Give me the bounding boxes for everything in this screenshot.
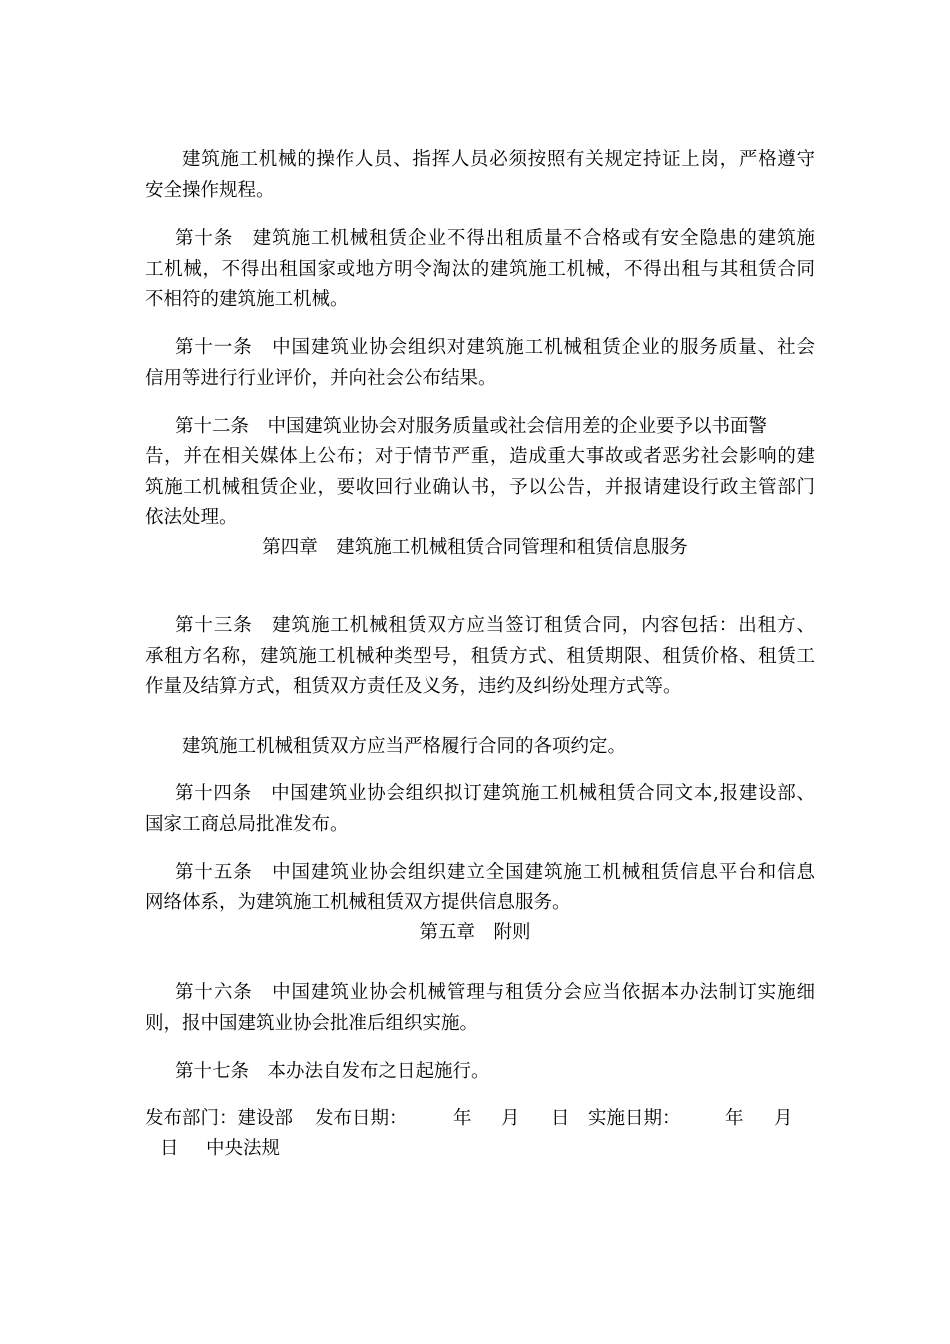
article-10-line: 不相符的建筑施工机械。	[145, 289, 349, 310]
law-category: 中央法规	[206, 1138, 281, 1159]
paragraph-line: 建筑施工机械的操作人员、指挥人员必须按照有关规定持证上岗，严格遵守	[182, 149, 815, 170]
effective-day: 日	[160, 1138, 179, 1159]
article-15-line: 第十五条 中国建筑业协会组织建立全国建筑施工机械租赁信息平台和信息	[175, 862, 815, 883]
article-12-line: 第十二条 中国建筑业协会对服务质量或社会信用差的企业要予以书面警	[175, 416, 768, 437]
article-14-line: 第十四条 中国建筑业协会组织拟订建筑施工机械租赁合同文本,报建设部、	[175, 783, 815, 804]
article-12-line: 告，并在相关媒体上公布；对于情节严重，造成重大事故或者恶劣社会影响的建	[145, 446, 815, 467]
publish-month: 月	[501, 1108, 520, 1129]
effective-month: 月	[774, 1108, 793, 1129]
article-17-line: 第十七条 本办法自发布之日起施行。	[175, 1061, 490, 1082]
effective-date-label: 实施日期：	[588, 1108, 681, 1129]
article-16-line: 则，报中国建筑业协会批准后组织实施。	[145, 1013, 479, 1034]
article-13-line: 第十三条 建筑施工机械租赁双方应当签订租赁合同，内容包括：出租方、	[175, 615, 815, 636]
article-14-line: 国家工商总局批准发布。	[145, 814, 349, 835]
publish-year: 年	[453, 1108, 472, 1129]
paragraph-line: 安全操作规程。	[145, 180, 275, 201]
publish-date-label: 发布日期：	[315, 1108, 408, 1129]
article-15-line: 网络体系，为建筑施工机械租赁双方提供信息服务。	[145, 892, 571, 913]
article-10-line: 第十条 建筑施工机械租赁企业不得出租质量不合格或有安全隐患的建筑施	[175, 228, 815, 249]
article-16-line: 第十六条 中国建筑业协会机械管理与租赁分会应当依据本办法制订实施细	[175, 982, 815, 1003]
effective-year: 年	[725, 1108, 744, 1129]
article-13-line: 作量及结算方式，租赁双方责任及义务，违约及纠纷处理方式等。	[145, 676, 682, 697]
article-12-line: 筑施工机械租赁企业，要收回行业确认书，予以公告，并报请建设行政主管部门	[145, 477, 815, 498]
article-11-line: 第十一条 中国建筑业协会组织对建筑施工机械租赁企业的服务质量、社会	[175, 337, 815, 358]
chapter-4-heading: 第四章 建筑施工机械租赁合同管理和租赁信息服务	[262, 537, 688, 558]
article-11-line: 信用等进行行业评价，并向社会公布结果。	[145, 368, 497, 389]
paragraph-line: 建筑施工机械租赁双方应当严格履行合同的各项约定。	[182, 736, 627, 757]
article-13-line: 承租方名称，建筑施工机械种类型号，租赁方式、租赁期限、租赁价格、租赁工	[145, 646, 815, 667]
publish-day: 日	[551, 1108, 570, 1129]
article-10-line: 工机械，不得出租国家或地方明令淘汰的建筑施工机械，不得出租与其租赁合同	[145, 259, 815, 280]
article-12-line: 依法处理。	[145, 507, 238, 528]
chapter-5-heading: 第五章 附则	[419, 922, 531, 943]
publishing-dept: 发布部门：建设部	[145, 1108, 294, 1129]
